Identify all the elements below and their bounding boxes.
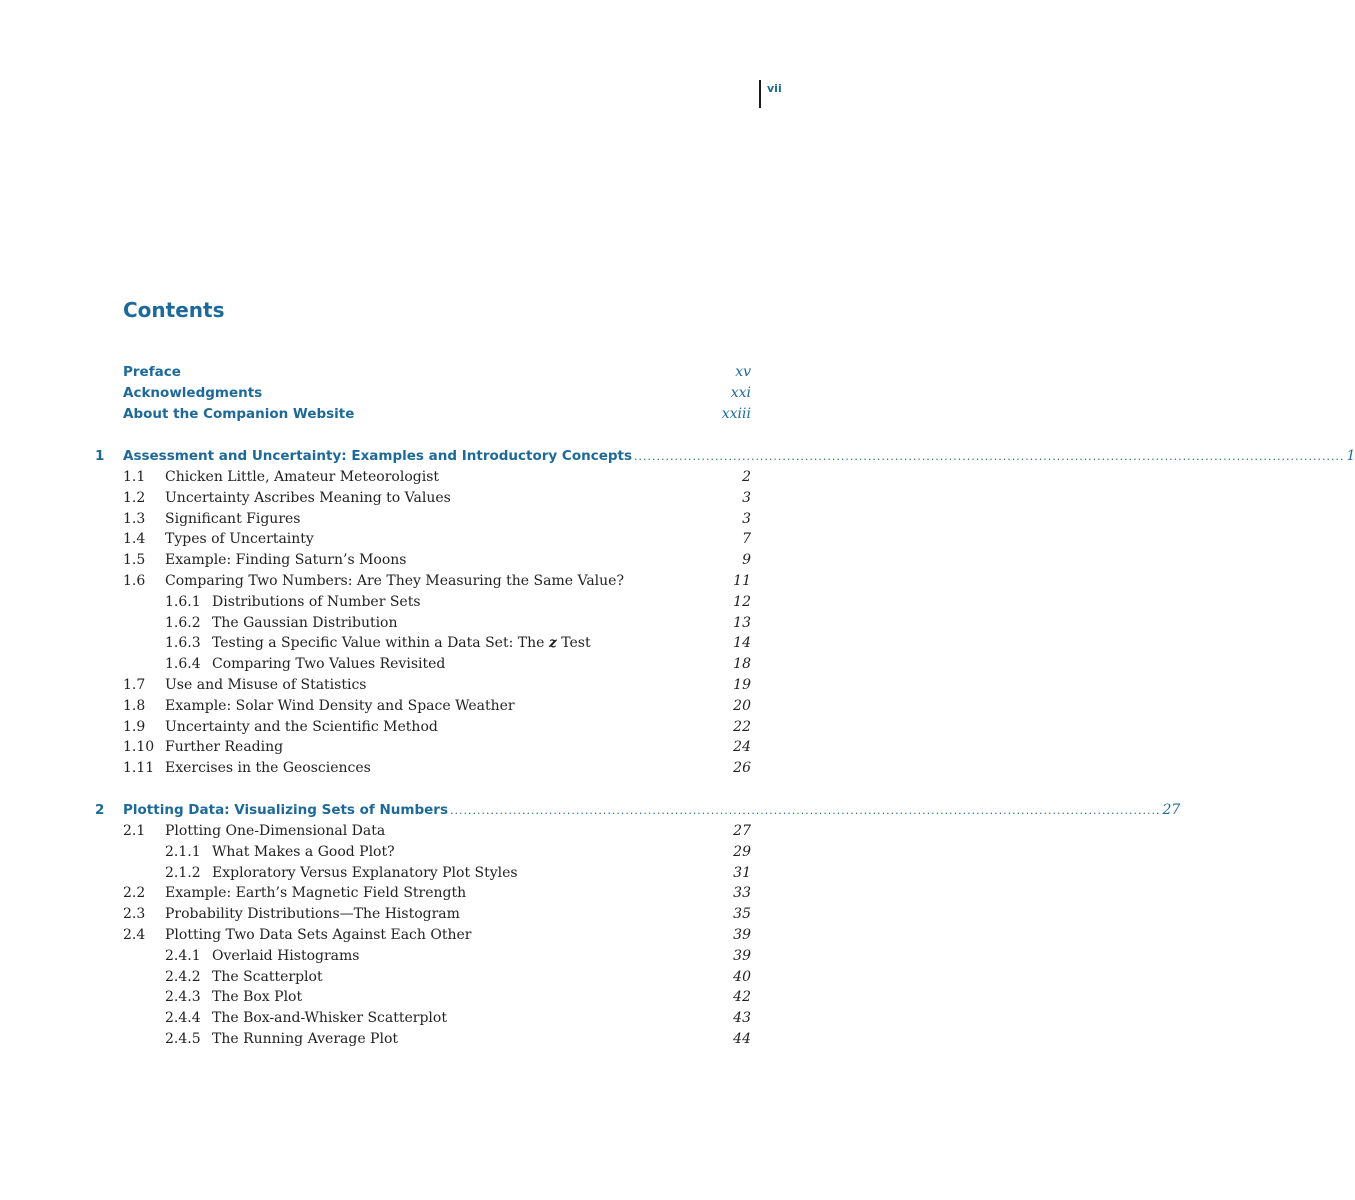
toc-entry-preface[interactable] [123,362,751,383]
toc-subsection[interactable] [95,842,751,863]
section-number: 1.6 [123,572,146,589]
section-title: Comparing Two Numbers: Are They Measuring the Same Value? [165,572,624,589]
section-page: 9 [742,552,751,569]
toc-entry-page: xv [735,364,751,380]
toc-section[interactable] [95,488,751,509]
section-number: 1.4 [123,531,146,548]
section-number: 2.4.3 [165,989,201,1006]
section-title: The Running Average Plot [212,1030,399,1047]
toc-subsection[interactable] [95,613,751,634]
section-title: Uncertainty and the Scientific Method [165,718,438,735]
toc-section[interactable] [95,467,751,488]
section-title: Exploratory Versus Explanatory Plot Styles [212,864,518,881]
page-number: vii [759,80,782,108]
toc-entry-page: xxiii [721,406,751,422]
section-title [212,633,711,654]
toc-entry-title: Preface [123,364,181,380]
toc-entry-title: Acknowledgments [123,385,263,401]
section-title: The Gaussian Distribution [212,614,398,631]
section-number: 1.11 [123,760,155,777]
section-number: 2.2 [123,885,146,902]
section-number: 2.1.2 [165,864,201,881]
section-title: Exercises in the Geosciences [165,760,371,777]
section-number: 1.7 [123,676,146,693]
toc-section[interactable] [95,550,751,571]
page-title: Contents [123,298,225,322]
section-title: Example: Finding Saturn’s Moons [165,552,407,569]
section-title: Significant Figures [165,510,301,527]
section-title: Further Reading [165,739,284,756]
section-title: Use and Misuse of Statistics [165,676,367,693]
toc-section[interactable] [95,717,751,738]
chapter-1 [95,446,1355,779]
toc-section[interactable] [95,758,751,779]
z-variable: z [548,635,557,652]
chapter-2 [95,800,1181,1050]
section-page: 14 [733,635,751,652]
section-page: 7 [742,531,751,548]
section-title: Types of Uncertainty [165,531,314,548]
leader-dots: .............................................................................................................................................................. [634,450,1345,463]
section-number: 1.3 [123,510,146,527]
section-page: 29 [733,843,751,860]
toc-subsection[interactable] [95,987,751,1008]
section-page: 40 [733,968,751,985]
section-page: 20 [733,697,751,714]
toc-subsection[interactable] [95,633,751,654]
section-number: 1.6.3 [165,635,201,652]
toc-section[interactable] [95,737,751,758]
section-title: Plotting One-Dimensional Data [165,823,386,839]
section-number: 2.4 [123,926,146,943]
toc-subsection[interactable] [95,1029,751,1050]
section-number: 1.6.4 [165,656,201,673]
front-matter-list [123,362,751,425]
chapter-page: 1 [1346,448,1355,464]
toc-entry-companion-website[interactable] [123,404,751,425]
chapter-number: 1 [95,448,105,464]
section-title: Uncertainty Ascribes Meaning to Values [165,489,451,506]
section-page: 43 [733,1010,751,1027]
section-title: Example: Earth’s Magnetic Field Strength [165,885,467,902]
toc-subsection[interactable] [95,1008,751,1029]
chapter-title: Plotting Data: Visualizing Sets of Numbers [123,802,448,818]
toc-entry-title: About the Companion Website [123,406,355,422]
section-page: 42 [733,989,751,1006]
section-title-text: Testing a Specific Value within a Data Set: The [212,635,545,652]
section-number: 1.9 [123,718,146,735]
toc-subsection[interactable] [95,654,751,675]
toc-section[interactable] [95,571,751,592]
toc-subsection[interactable] [95,592,751,613]
chapter-number: 2 [95,802,105,818]
chapter-page: 27 [1162,802,1181,818]
section-title: Comparing Two Values Revisited [212,656,446,673]
section-number: 1.6.2 [165,614,201,631]
section-page: 3 [742,510,751,527]
section-page: 26 [733,760,751,777]
section-page: 19 [733,676,751,693]
section-title: Distributions of Number Sets [212,593,421,610]
section-page: 3 [742,489,751,506]
toc-entry-page: xxi [730,385,751,401]
toc-subsection[interactable] [95,946,751,967]
toc-section[interactable] [95,696,751,717]
section-page: 31 [733,864,751,881]
section-page: 27 [733,823,751,839]
chapter-title: Assessment and Uncertainty: Examples and Introductory Concepts [123,448,633,464]
section-number: 1.8 [123,697,146,714]
section-title: Example: Solar Wind Density and Space Weather [165,697,515,714]
section-number: 2.3 [123,906,146,923]
toc-section[interactable] [95,821,751,842]
chapter-heading[interactable] [95,446,1355,467]
leader-dots: .............................................................................................................................................................. [450,804,1161,817]
section-page: 12 [733,593,751,610]
toc-section[interactable] [95,904,751,925]
section-page: 22 [733,718,751,735]
section-page: 33 [733,885,751,902]
section-number: 1.2 [123,489,146,506]
section-number: 2.4.1 [165,947,201,964]
toc-entry-acknowledgments[interactable] [123,383,751,404]
toc-subsection[interactable] [95,863,751,884]
section-number: 2.4.5 [165,1030,201,1047]
section-page: 13 [733,614,751,631]
section-title: The Box-and-Whisker Scatterplot [212,1010,447,1027]
section-number: 1.6.1 [165,593,201,610]
section-page: 24 [733,739,751,756]
toc-section[interactable] [95,529,751,550]
section-number: 1.1 [123,469,146,485]
section-title: Chicken Little, Amateur Meteorologist [165,469,440,485]
chapter-heading[interactable] [95,800,1181,821]
section-page: 2 [742,469,751,485]
section-number: 2.1 [123,823,146,839]
section-title: What Makes a Good Plot? [212,843,395,860]
section-number: 1.10 [123,739,155,756]
toc-subsection[interactable] [95,967,751,988]
section-title: Overlaid Histograms [212,947,360,964]
toc-section[interactable] [95,675,751,696]
toc-section[interactable] [95,883,751,904]
toc-section[interactable] [95,925,751,946]
section-page: 18 [733,656,751,673]
section-page: 39 [733,926,751,943]
section-number: 1.5 [123,552,146,569]
section-page: 39 [733,947,751,964]
section-title: Probability Distributions—The Histogram [165,906,460,923]
section-number: 2.4.4 [165,1010,201,1027]
section-number: 2.1.1 [165,843,201,860]
section-page: 44 [733,1030,751,1047]
section-page: 35 [733,906,751,923]
section-page: 11 [733,572,751,589]
toc-section[interactable] [95,509,751,530]
section-title: Plotting Two Data Sets Against Each Other [165,926,472,943]
section-title: The Box Plot [212,989,303,1006]
section-title: The Scatterplot [212,968,323,985]
section-number: 2.4.2 [165,968,201,985]
section-title-suffix: Test [556,635,591,652]
